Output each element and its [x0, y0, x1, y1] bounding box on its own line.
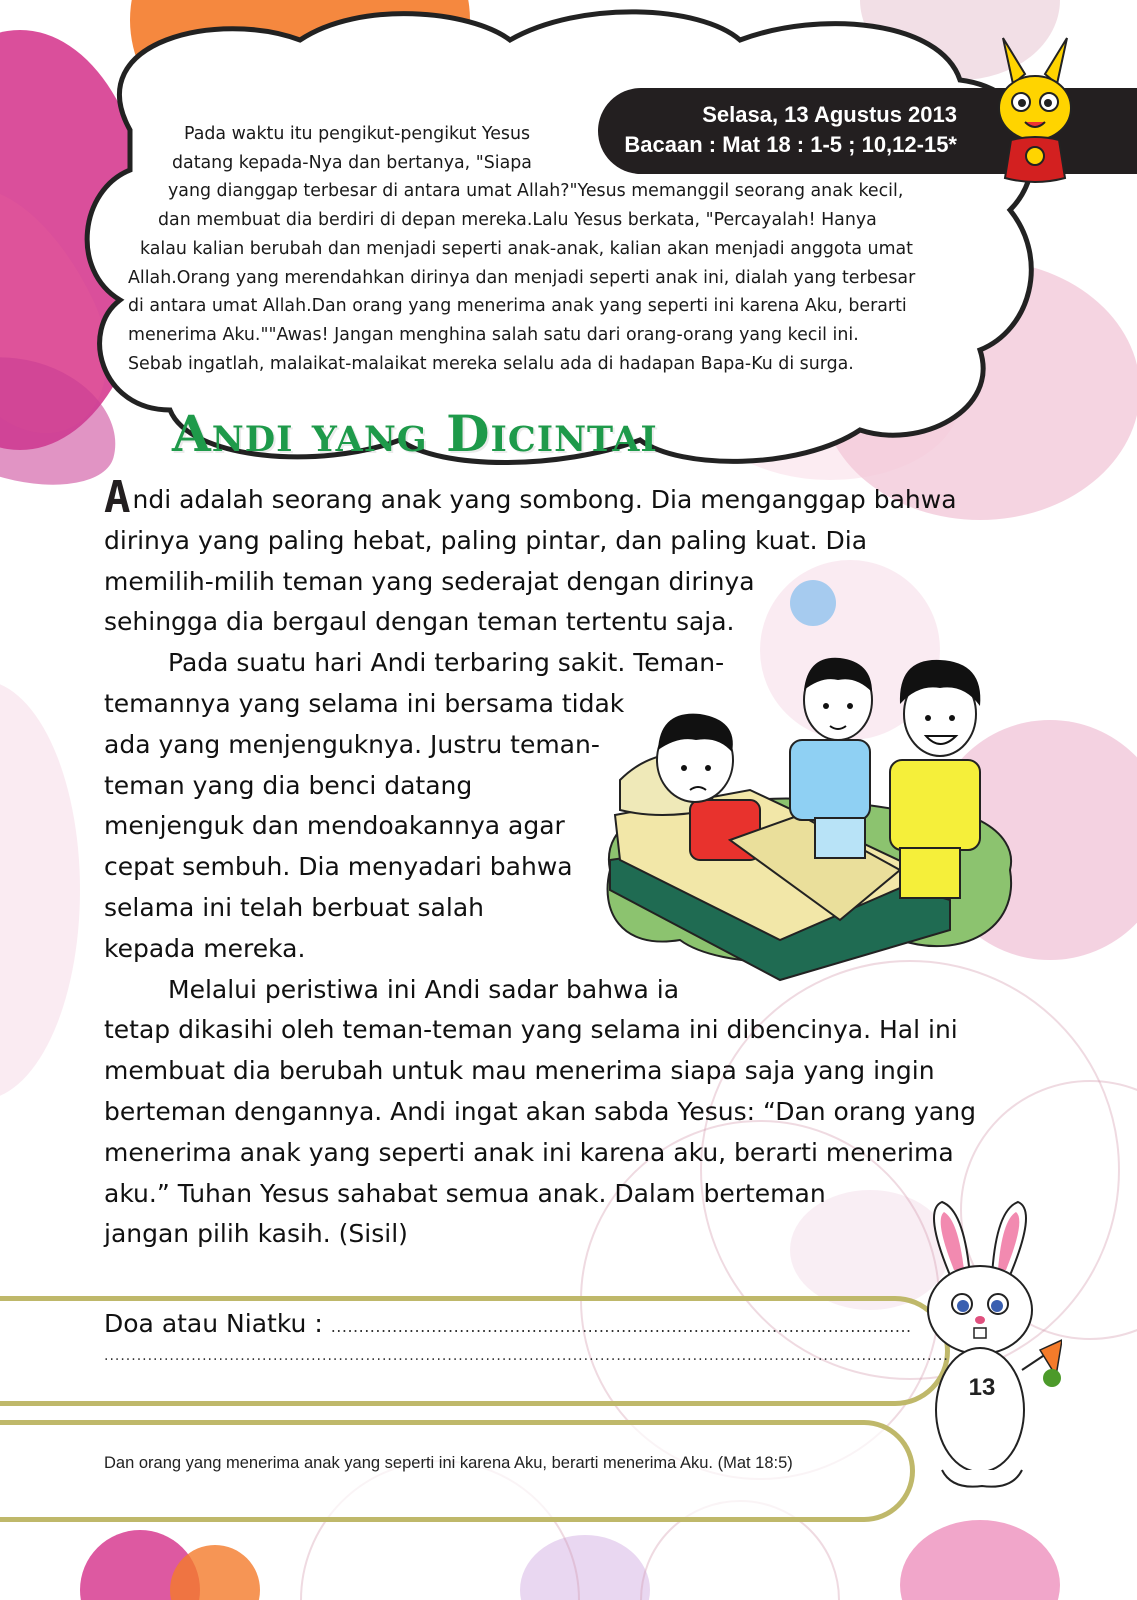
- story-line: selama ini telah berbuat salah: [104, 892, 484, 922]
- story-line: Pada suatu hari Andi terbaring sakit. Teman-: [168, 648, 725, 678]
- white-rabbit-mascot-icon: [912, 1200, 1062, 1490]
- story-line: tetap dikasihi oleh teman-teman yang selama ini dibencinya. Hal ini: [104, 1015, 958, 1045]
- passage-line: di antara umat Allah.Dan orang yang menerima anak yang seperti ini karena Aku, berarti: [128, 296, 907, 317]
- prayer-dotted-line: ........................................................................................................: [330, 1317, 912, 1336]
- story-title: Andi yang Dicintai: [172, 404, 658, 463]
- prayer-dotted-line-2: ...........................................................................................................................................................: [104, 1348, 949, 1364]
- story-line: teman yang dia benci datang: [104, 770, 473, 800]
- prayer-label: Doa atau Niatku :: [104, 1309, 323, 1338]
- story-line: sehingga dia bergaul dengan teman tertentu saja.: [104, 607, 735, 637]
- story-line: Melalui peristiwa ini Andi sadar bahwa ia: [168, 974, 680, 1004]
- story-line: [104, 472, 1034, 523]
- drop-cap: A: [104, 472, 131, 523]
- story-line: aku.” Tuhan Yesus sahabat semua anak. Dalam berteman: [104, 1178, 826, 1208]
- passage-line: datang kepada-Nya dan bertanya, "Siapa: [172, 152, 532, 173]
- story-line: membuat dia berubah untuk mau menerima siapa saja yang ingin: [104, 1056, 935, 1086]
- story-line: ada yang menjenguknya. Justru teman-: [104, 729, 600, 759]
- passage-line: Allah.Orang yang merendahkan dirinya dan menjadi seperti anak ini, dialah yang terbesar: [128, 267, 916, 288]
- story-line: menjenguk dan mendoakannya agar: [104, 811, 565, 841]
- bible-reading-reference: Bacaan : Mat 18 : 1-5 ; 10,12-15*: [624, 132, 957, 157]
- passage-line: Sebab ingatlah, malaikat-malaikat mereka selalu ada di hadapan Bapa-Ku di surga.: [128, 353, 854, 374]
- passage-line: yang dianggap terbesar di antara umat Allah?"Yesus memanggil seorang anak kecil,: [168, 181, 904, 202]
- story-line: cepat sembuh. Dia menyadari bahwa: [104, 852, 573, 882]
- bible-passage: [118, 120, 998, 378]
- passage-line: Pada waktu itu pengikut-pengikut Yesus: [184, 124, 531, 144]
- passage-line: menerima Aku.""Awas! Jangan menghina salah satu dari orang-orang yang kecil ini.: [128, 324, 859, 345]
- prayer-label-line: [104, 1304, 912, 1347]
- story-line: jangan pilih kasih. (Sisil): [104, 1219, 408, 1249]
- devotion-date: Selasa, 13 Agustus 2013: [702, 102, 957, 127]
- story-line-text: ndi adalah seorang anak yang sombong. Dia menganggap bahwa: [132, 485, 957, 514]
- rabbit-mascot-icon: [985, 36, 1085, 186]
- story-line: berteman dengannya. Andi ingat akan sabda Yesus: “Dan orang yang: [104, 1096, 976, 1126]
- story-line: temannya yang selama ini bersama tidak: [104, 688, 625, 718]
- passage-line: dan membuat dia berdiri di depan mereka.Lalu Yesus berkata, "Percayalah! Hanya: [158, 210, 877, 231]
- story-line: menerima anak yang seperti anak ini karena aku, berarti menerima: [104, 1137, 954, 1167]
- page-number: 13: [968, 1374, 996, 1401]
- story-line: kepada mereka.: [104, 933, 306, 963]
- story-line: memilih-milih teman yang sederajat dengan dirinya: [104, 566, 755, 596]
- memory-verse: Dan orang yang menerima anak yang seperti ini karena Aku, berarti menerima Aku. (Mat 18:5): [104, 1454, 793, 1472]
- story-line: dirinya yang paling hebat, paling pintar, dan paling kuat. Dia: [104, 525, 868, 555]
- sick-boy-visited-by-friends-illustration: [600, 640, 1020, 990]
- passage-line: kalau kalian berubah dan menjadi seperti anak-anak, kalian akan menjadi anggota umat: [140, 238, 913, 259]
